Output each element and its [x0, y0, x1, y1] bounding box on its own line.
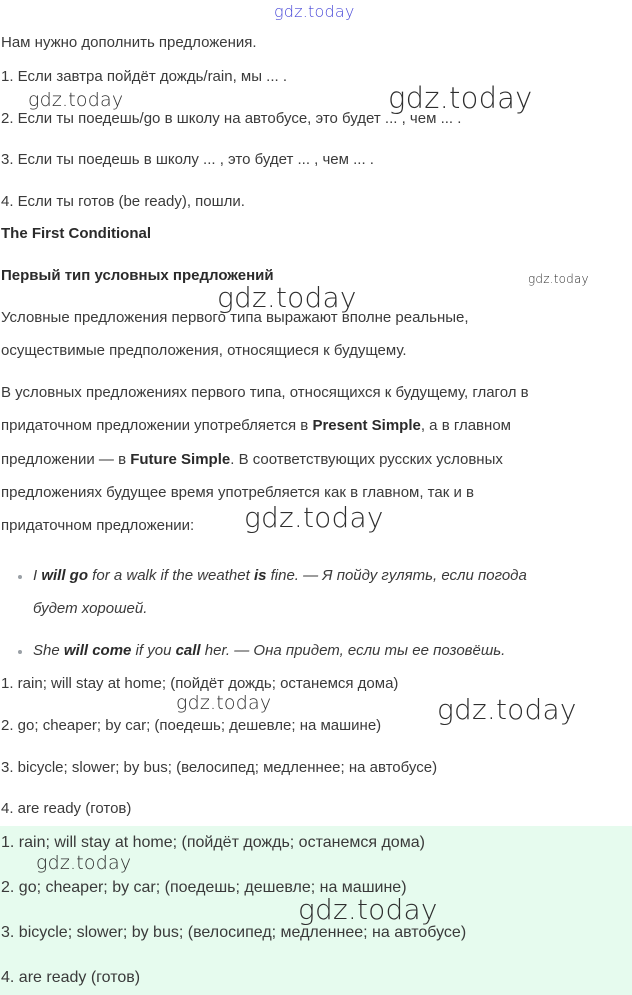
example-bold: will go	[41, 567, 89, 584]
paragraph-2-text: . В соответствующих русских условных	[230, 451, 503, 468]
watermark: gdz.today	[217, 281, 357, 314]
paragraph-1-line-2: осуществимые предположения, относящиеся к будущему.	[1, 342, 407, 359]
example-1-line-2: будет хорошей.	[33, 600, 148, 617]
paragraph-2-line-2	[1, 416, 511, 436]
answer-4: 4. are ready (готов)	[1, 800, 132, 817]
answer-box-item-3: 3. bicycle; slower; by bus; (велосипед; медленнее; на автобусе)	[1, 924, 467, 941]
example-bold: call	[175, 642, 201, 659]
task-item-2: 2. Если ты поедешь/go в школу на автобусе, это будет ... , чем ... .	[1, 110, 462, 127]
heading-first-type: Первый тип условных предложений	[1, 267, 274, 284]
bullet-dot-icon	[18, 650, 22, 654]
answer-1: 1. rain; will stay at home; (пойдёт дождь; останемся дома)	[1, 675, 399, 692]
example-text: her. — Она придет, если ты ее позовёшь.	[200, 642, 506, 659]
watermark: gdz.today	[244, 501, 384, 534]
watermark: gdz.today	[176, 692, 272, 714]
watermark: gdz.today	[437, 693, 577, 726]
example-bold: is	[253, 567, 267, 584]
paragraph-2-line-3	[1, 450, 503, 470]
example-2	[33, 641, 505, 661]
example-1-line-1	[33, 566, 527, 586]
example-text: She	[33, 642, 64, 659]
example-text: for a walk if the weathet	[88, 567, 254, 584]
answer-box-item-1: 1. rain; will stay at home; (пойдёт дождь; останемся дома)	[1, 834, 425, 851]
paragraph-1-line-1: Условные предложения первого типа выражают вполне реальные,	[1, 309, 469, 326]
paragraph-2-line-5: придаточном предложении:	[1, 517, 195, 534]
task-item-3: 3. Если ты поедешь в школу ... , это будет ... , чем ... .	[1, 151, 374, 168]
watermark: gdz.today	[528, 272, 589, 286]
answer-box-item-2: 2. go; cheaper; by car; (поедешь; дешевле; на машине)	[1, 879, 407, 896]
task-item-1: 1. Если завтра пойдёт дождь/rain, мы ... .	[1, 68, 288, 85]
paragraph-2-text: , а в главном	[420, 417, 511, 434]
watermark: gdz.today	[298, 893, 438, 926]
answer-box-item-4: 4. are ready (готов)	[1, 969, 141, 986]
example-text: if you	[131, 642, 176, 659]
paragraph-2-text: придаточном предложении употребляется в	[1, 417, 313, 434]
answer-2: 2. go; cheaper; by car; (поедешь; дешевле; на машине)	[1, 717, 382, 734]
task-item-4: 4. Если ты готов (be ready), пошли.	[1, 193, 245, 210]
intro-text: Нам нужно дополнить предложения.	[1, 34, 257, 51]
example-text: I	[33, 567, 42, 584]
paragraph-2-line-4: предложениях будущее время употребляется как в главном, так и в	[1, 484, 474, 501]
watermark: gdz.today	[28, 89, 124, 111]
example-text: fine. — Я пойду гулять, если погода	[266, 567, 527, 584]
watermark-top: gdz.today	[274, 2, 355, 21]
paragraph-2-line-1: В условных предложениях первого типа, относящихся к будущему, глагол в	[1, 384, 529, 401]
answer-3: 3. bicycle; slower; by bus; (велосипед; медленнее; на автобусе)	[1, 759, 438, 776]
term-present-simple: Present Simple	[312, 417, 421, 434]
term-future-simple: Future Simple	[130, 451, 231, 468]
paragraph-2-text: предложении — в	[1, 451, 131, 468]
example-bold: will come	[63, 642, 132, 659]
watermark: gdz.today	[388, 81, 533, 115]
watermark: gdz.today	[36, 852, 132, 874]
bullet-dot-icon	[18, 575, 22, 579]
heading-first-conditional: The First Conditional	[1, 225, 151, 242]
